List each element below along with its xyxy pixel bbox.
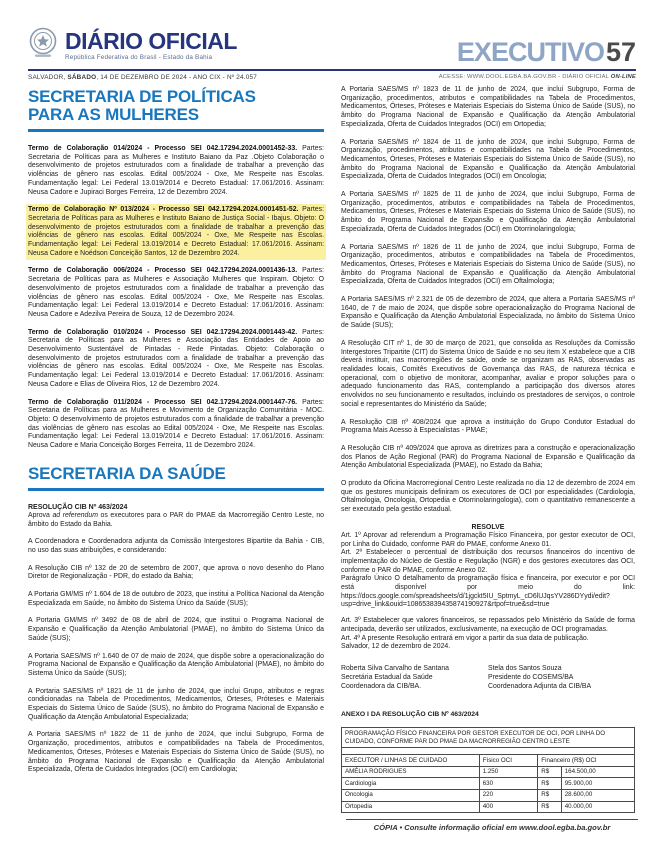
resolve-art-3: Art. 3º Estabelecer que valores financeiros, se repassados pelo Ministério da Saúde de forma antecipada, deverão ser utilizados, exclusivamente, na execução de OCI programadas.: [341, 617, 635, 633]
cell-valor: 28.600,00: [561, 789, 634, 801]
termo-011-lead: Termo de Colaboração 011/2024 - Processo SEI 042.17294.2024.0001447-76.: [28, 398, 298, 406]
cell-fisico: 1.250: [479, 766, 538, 778]
column-header-fisico: Físico OCI: [479, 755, 538, 767]
resolution-summary: [28, 512, 324, 529]
access-line: [439, 74, 636, 81]
cell-executor: Oncologia: [342, 789, 480, 801]
cell-currency: R$: [538, 789, 561, 801]
considerando-paragraph: A Portaria SAES/MS nº 1.640 de 07 de maio de 2024, que dispõe sobre a operacionalização do Programa Nacional de Expansão e Qualificação da Atenção Ambulatorial (PMAE), no âmbito do Sistema Único da Saúde (SUS);: [28, 652, 324, 677]
summary-pre: Aprova: [28, 511, 53, 519]
date-city: SALVADOR,: [28, 74, 68, 81]
date-rest: , 14 DE DEZEMBRO DE 2024 - ANO CIX - Nº 24.057: [96, 74, 258, 81]
considerando-paragraph: A Portaria SAES/MS nº 1825 de 11 de junho de 2024, que inclui Subgrupo, Forma de Organização, procedimentos, atributos e compatibilidades na Tabela de Procedimentos, Medicamentos, Órteses, Próteses e Materiais Especiais do Sistema Único de Saúde (SUS), no âmbito do Programa Nacional de Expansão e Qualificação da Atenção Ambulatorial Especializada, Oferta de Cuidados Integrados (OCI) em Otorrinolaringologia;: [341, 191, 635, 233]
termo-006-body: Partes: Secretaria de Políticas para as Mulheres e Associação Mulheres que Inspiram. Objeto: O desenvolvimento de projetos estruturados com a finalidade de trabalhar a prevenção das violências de gênero nas escolas. Edital 005/2024 - Oxe, Me Respeite nas Escolas. Fundamentação legal: Lei Federal 13.019/2014 e Decreto Estadual: 17.061/2016. Assinam: Neusa Cadore e Adezilva Pereira de Souza, 12 de Dezembro 2024.: [28, 267, 324, 318]
summary-post: os executores para o PAR do PMAE da Macrorregião Centro Leste, no âmbito do Estado da Bahia.: [28, 511, 324, 528]
termo-006-lead: Termo de Colaboração 006/2024 - Processo SEI 042.17294.2024.0001436-13.: [28, 267, 298, 275]
considerando-paragraph: A Resolução CIB nº 409/2024 que aprova as diretrizes para a construção e operacionalização dos Planos de Ação Regional (PAR) do Programa Nacional de Expansão e Qualificação da Atenção Ambulatorial Especializada (PMAE), no Estado da Bahia;: [341, 444, 635, 470]
signatory-name: Roberta Silva Carvalho de Santana: [341, 664, 450, 672]
termo-014-lead: Termo de Colaboração 014/2024 - Processo SEI 042.17294.2024.0001452-33.: [28, 145, 298, 152]
resolve-art-1: Art. 1º Aprovar ad referendum a Programação Físico Financeira, por gestor executor de OCI, por Linha do Cuidado, conforme PAR do PMAE, conforme Anexo 01.: [341, 531, 635, 548]
considerando-paragraph: A Portaria GM/MS nº 3492 de 08 de abril de 2024, que institui o Programa Nacional de Expansão e Qualificação da Atenção Ambulatorial (PMAE), no âmbito do Sistema Único da Saúde (SUS);: [28, 617, 324, 642]
termo-011-body: Partes: Secretaria de Políticas para as Mulheres e Movimento de Organização Comunitária - MOC. Objeto: O desenvolvimento de projetos estruturados com a finalidade de trabalhar a prevenção das violências de gênero nas escolas ao Edital 005/2024 - Oxe, Me Respeite nas Escolas. Fundamentação legal: Lei Federal 13.019/2014 e Decreto Estadual: 17.061/2016. Assinam: Neusa Cadore e Maria Conceição Borges Ferreira, 11 de Dezembro 2024.: [28, 398, 324, 450]
brand-title: DIÁRIO OFICIAL: [65, 28, 237, 54]
cell-executor: AMÉLIA RODRIGUES: [342, 766, 480, 778]
termo-013-body: Partes: Secretaria de Políticas para as Mulheres e Instituto Baiano de Justiça Social - Ibajus. Objeto: O desenvolvimento de projetos estruturados com a finalidade de trabalhar a prevenção das violências de gênero nas escolas. Edital 005/2024 - Oxe, Me Respeite nas Escolas. Fundamentação legal: Lei Federal 13.019/2014 e Decreto Estadual: 17.061/2016. Assinam: Neusa Cadore e Noédson Conceição Santos, 12 de Dezembro 2024.: [28, 206, 324, 257]
cell-valor: 40.000,00: [561, 801, 634, 813]
edition-label: EXECUTIVO: [456, 37, 604, 67]
considerando-paragraph: A Portaria SAES/MS nº 1821 de 11 de junho de 2024, que inclui Grupo, atributos e regras condicionadas na Tabela de Procedimentos, Medicamentos, Órteses, Próteses e Materiais Especiais do Sistema Único de Saúde (SUS), no âmbito do Programa Nacional de Expansão e Qualificação da Atenção Ambulatorial Especializada;: [28, 687, 324, 721]
signatory-role: Presidente do COSEMS/BA: [488, 673, 574, 681]
summary-italic: ad referendum: [52, 511, 98, 519]
section-title-mulheres: [28, 88, 324, 124]
signature-block: [341, 664, 635, 691]
considerando-paragraph: A Portaria SAES/MS nº 1822 de 11 de junho de 2024, que inclui Subgrupo, Forma de Organização, procedimentos, atributos e compatibilidades na Tabela de Procedimentos, Medicamentos, Órteses, Próteses e Materiais Especiais do Sistema Único de Saúde (SUS), no âmbito do Programa Nacional de Expansão e Qualificação da Atenção Ambulatorial Especializada, Oferta de Cuidados Integrados (OCI) em Cardiologia;: [28, 731, 324, 774]
brand: [28, 26, 237, 65]
considerando-paragraph: A Portaria SAES/MS nº 1824 de 11 de junho de 2024, que inclui Subgrupo, Forma de Organização, procedimentos, atributos e compatibilidades na Tabela de Procedimentos, Medicamentos, Órteses, Próteses e Materiais Especiais do Sistema Único de Saúde (SUS), no âmbito do Programa Nacional de Expansão e Qualificação da Atenção Ambulatorial Especializada, Oferta de Cuidados Integrados (OCI) em Oncologia;: [341, 138, 635, 181]
date-day: SÁBADO: [67, 74, 97, 81]
right-column: [341, 86, 635, 813]
resolve-art-4: Art. 4º A presente Resolução entrará em vigor a partir da sua data de publicação.: [341, 634, 589, 642]
considerando-paragraph: A Coordenadora e Coordenadora adjunta da Comissão Intergestores Bipartite da Bahia - CIB, no uso das suas atribuições, e considerando:: [28, 538, 324, 554]
cell-currency: R$: [538, 801, 561, 813]
table-header-row: [342, 755, 635, 767]
section-underline-saude: [28, 488, 324, 491]
cell-valor: 95.900,00: [561, 778, 634, 790]
cell-currency: R$: [538, 778, 561, 790]
termo-011-paragraph: [28, 399, 324, 451]
table-spacer: [342, 748, 635, 755]
brand-tagline: República Federativa do Brasil - Estado da Bahia: [65, 54, 213, 61]
considerando-paragraph: A Resolução CIB nº 408/2024 que aprova a instituição do Grupo Condutor Estadual do Programa Mais Acesso à Especialistas - PMAE;: [341, 418, 635, 435]
cell-executor: Ortopedia: [342, 801, 480, 813]
considerando-paragraph: A Resolução CIB nº 132 de 20 de setembro de 2007, que aprova o novo desenho do Plano Diretor de Regionalização - PDR, do estado da Bahia;: [28, 564, 324, 581]
copy-notice: CÓPIA • Consulte informação oficial em www.dool.egba.ba.gov.br: [373, 823, 611, 832]
considerando-paragraph: A Portaria SAES/MS nº 2.321 de 05 de dezembro de 2024, que altera a Portaria SAES/MS nº 1640, de 7 de maio de 2024, que dispõe sobre operacionalização do Programa Nacional de Expansão e Qualificação da Atenção Ambulatorial Especializada, no âmbito do Sistema Único de Saúde (SUS);: [341, 296, 635, 330]
cell-fisico: 400: [479, 801, 538, 813]
cell-fisico: 630: [479, 778, 538, 790]
cell-valor: 164.500,00: [561, 766, 634, 778]
page-header: [28, 26, 636, 81]
date-line: [28, 74, 257, 81]
anexo-title: ANEXO I DA RESOLUÇÃO CIB Nº 463/2024: [341, 710, 479, 718]
cell-fisico: 220: [479, 789, 538, 801]
termo-010-body: Partes: Secretaria de Políticas para as Mulheres e Associação das Entidades de Apoio ao Desenvolvimento Sustentável de Pintadas - Rede Pintadas. Objeto: Colaboração o desenvolvimento de projetos estruturados com a finalidade de trabalhar a prevenção das violências de gênero nas escolas. Edital 005/2024 - Oxe, Me Respeite nas Escolas. Fundamentação legal: Lei Federal 13.019/2014 e Decreto Estadual: 17.061/2016. Assinam: Neusa Cadore e Elias de Oliveira Rios, 12 de Dezembro 2024.: [28, 328, 324, 388]
section-title-saude: SECRETARIA DA SAÚDE: [28, 463, 226, 483]
column-header-financeiro: Financeiro (R$) OCI: [538, 755, 635, 767]
access-url: ACESSE: WWW.DOOL.EGBA.BA.GOV.BR - DIÁRIO OFICIAL: [438, 74, 611, 80]
table-row: [342, 778, 635, 790]
considerando-paragraph: A Portaria GM/MS nº 1.604 de 18 de outubro de 2023, que institui a Política Nacional da Atenção Especializada em Saúde, no âmbito do Sistema Único da Saúde (SUS);: [28, 591, 324, 607]
signatory-role: Coordenadora da CIB/BA.: [341, 682, 422, 690]
resolve-paragrafo-unico: Parágrafo Único O detalhamento da programação física e financeira, por executor e por OCI está disponível por meio do link: https://docs.google.com/spreadsheets/d/1jgckt5IU_SptmyL_cD6lUJqsYV286DYydi/edit?usp=drive_link&ouid=108653839435874190927&rtpof=true&sd=true: [341, 575, 635, 609]
resolution-number: RESOLUÇÃO CIB Nº 463/2024: [28, 503, 128, 511]
signature-right: [488, 664, 635, 691]
header-divider: [28, 69, 636, 71]
coat-of-arms-icon: [28, 26, 58, 65]
considerando-paragraph: A Portaria SAES/MS nº 1826 de 11 de junho de 2024, que inclui Subgrupo, Forma de Organização, procedimentos, atributos e compatibilidades na Tabela de Procedimentos, Medicamentos, Órteses, Próteses e Materiais Especiais do Sistema Único de Saúde (SUS), no âmbito do Programa Nacional de Expansão e Qualificação da Atenção Ambulatorial Especializada, Oferta de Cuidados Integrados (OCI) em Oftalmologia;: [341, 243, 635, 286]
table-row: [342, 789, 635, 801]
termo-014-body: Partes: Secretaria de Políticas para as Mulheres e Instituto Baiano da Paz .Objeto Colaboração o desenvolvimento de projetos estruturados com a finalidade de trabalhar a prevenção das violências de gênero nas escolas. Edital 005/2024 - Oxe, Me Respeite nas Escolas. Fundamentação legal: Lei Federal 13.019/2014 e Decreto Estadual: 17.061/2016. Assinam: Neusa Cadore e Jupiraci Borges Ferreira, 12 de Dezembro 2024.: [28, 145, 324, 196]
termo-010-paragraph: [28, 329, 324, 390]
considerando-paragraph: A Resolução CIT nº 1, de 30 de março de 2021, que consolida as Resoluções da Comissão Intergestores Tripartite (CIT) do Sistema Único de Saúde e no seu item X estabelece que a CIB deverá instituir, nas macrorregiões de saúde, onde se organizam as RAS, observadas as realidades locais, Comitês Executivos de Governança das RAS, de natureza técnica e operacional, com o objetivo de monitorar, acompanhar, avaliar e propor soluções para o adequado funcionamento das RAS, contemplando a participação dos diversos atores envolvidos no seu funcionamento e resultados, incluindo os prestadores de serviços, o controle social e representantes do Ministério da Saúde;: [341, 339, 635, 408]
section-title-line2: PARA AS MULHERES: [28, 105, 199, 124]
termo-014-paragraph: [28, 145, 324, 197]
table-caption: PROGRAMAÇÃO FÍSICO FINANCEIRA POR GESTOR EXECUTOR DE OCI, POR LINHA DO CUIDADO, CONFORME PAR DO PMAE DA MACRORREGIÃO CENTRO LESTE: [342, 727, 635, 747]
section-title-line1: SECRETARIA DE POLÍTICAS: [28, 87, 256, 106]
table-row: [342, 801, 635, 813]
considerando-paragraph: O produto da Oficina Macrorregional Centro Leste realizada no dia 12 de dezembro de 2024 em que os gestores municipais definiram os executores de OCI por especialidades (Cardiologia, Oftalmologia, Oncologia, Ortopedia e Otorrinolaringologia), com o quantitativo remanescente a ser executado pela gestão estadual.: [341, 480, 635, 514]
anexo-table: [341, 727, 635, 813]
page-footer: [346, 819, 638, 832]
termo-013-lead: Termo de Colaboração Nº 013/2024 - Processo SEI 042.17294.2024.0001451-52.: [28, 206, 299, 214]
edition-banner: [457, 39, 636, 65]
termo-006-paragraph: [28, 267, 324, 319]
resolve-date-line: Salvador, 12 de dezembro de 2024.: [341, 643, 451, 651]
section-underline: [28, 129, 324, 132]
signature-left: [341, 664, 488, 691]
considerando-paragraph: A Portaria SAES/MS nº 1823 de 11 de junho de 2024, que inclui Subgrupo, Forma de Organização, procedimentos, atributos e compatibilidades na Tabela de Procedimentos, Medicamentos, Órteses, Próteses e Materiais Especiais do Sistema Único de Saúde (SUS), no âmbito do Programa Nacional de Expansão e Qualificação da Atenção Ambulatorial Especializada, Oferta de Cuidados Integrados (OCI) em Ortopedia;: [341, 86, 635, 128]
termo-013-paragraph-highlighted: [28, 206, 324, 258]
signatory-role: Secretária Estadual da Saúde: [341, 673, 433, 681]
signatory-name: Stela dos Santos Souza: [488, 664, 562, 672]
access-online-label: ON-LINE: [610, 74, 636, 80]
resolve-art-2: Art. 2º Estabelecer o percentual de distribuição dos recursos financeiros do incentivo de implementação do Núcleo de Gestão e Regulação (NGR) e dos gestores executores das OCI, conforme o PAR do PMAE, conforme Anexo 02.: [341, 549, 635, 574]
cell-executor: Cardiologia: [342, 778, 480, 790]
table-row: [342, 766, 635, 778]
column-header-executor: EXECUTOR / LINHAS DE CUIDADO: [342, 755, 480, 767]
signatory-role: Coordenadora Adjunta da CIB/BA: [488, 682, 592, 690]
resolve-heading: RESOLVE: [471, 523, 505, 531]
edition-number: 57: [605, 37, 636, 67]
termo-010-lead: Termo de Colaboração 010/2024 - Processo SEI 042.17294.2024.0001443-42.: [28, 328, 298, 336]
left-column: [28, 88, 324, 784]
cell-currency: R$: [538, 766, 561, 778]
